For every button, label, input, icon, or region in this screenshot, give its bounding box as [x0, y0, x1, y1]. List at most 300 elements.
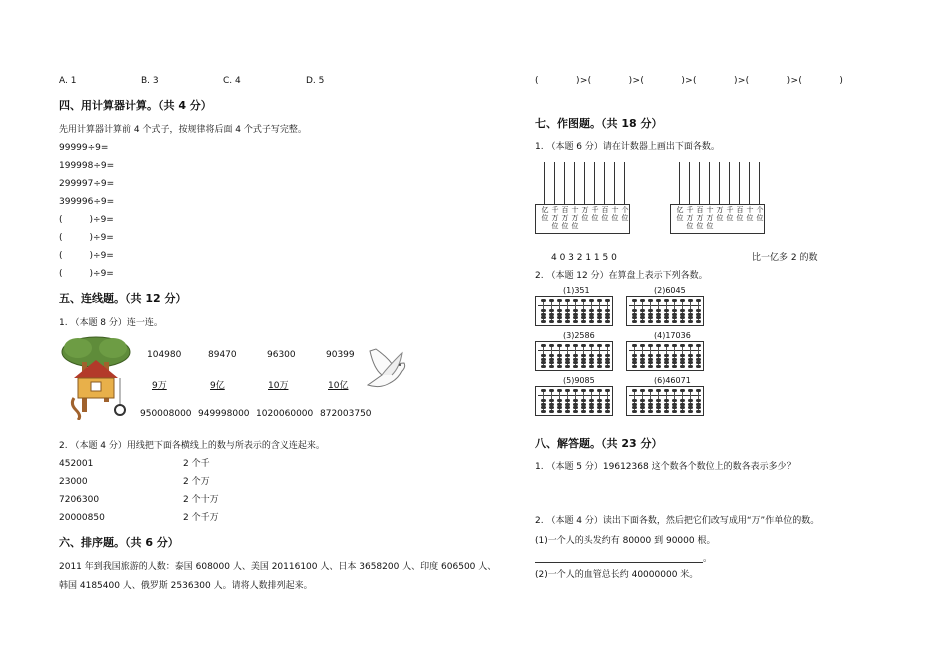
abacus-bead[interactable]	[565, 403, 570, 406]
abacus-bead[interactable]	[589, 309, 594, 312]
abacus-bead[interactable]	[549, 365, 554, 368]
abacus-bead[interactable]	[597, 309, 602, 312]
abacus-bead[interactable]	[672, 299, 677, 302]
abacus-bead[interactable]	[672, 320, 677, 323]
abacus-bead[interactable]	[672, 354, 677, 357]
abacus-bead[interactable]	[648, 365, 653, 368]
abacus-bead[interactable]	[632, 313, 637, 316]
abacus-bead[interactable]	[549, 399, 554, 402]
abacus-bead[interactable]	[632, 358, 637, 361]
abacus-bead[interactable]	[597, 389, 602, 392]
abacus-bead[interactable]	[696, 399, 701, 402]
abacus-bead[interactable]	[557, 354, 562, 357]
abacus-bead[interactable]	[565, 320, 570, 323]
abacus-bead[interactable]	[541, 354, 546, 357]
abacus-bead[interactable]	[664, 354, 669, 357]
abacus-bead[interactable]	[549, 344, 554, 347]
abacus-bead[interactable]	[573, 358, 578, 361]
abacus-bead[interactable]	[656, 389, 661, 392]
abacus-bead[interactable]	[605, 354, 610, 357]
abacus-bead[interactable]	[589, 316, 594, 319]
abacus-bead[interactable]	[597, 354, 602, 357]
abacus-bead[interactable]	[640, 403, 645, 406]
counter-rod[interactable]	[699, 162, 700, 205]
abacus-bead[interactable]	[656, 316, 661, 319]
abacus-bead[interactable]	[581, 354, 586, 357]
abacus[interactable]	[626, 296, 704, 326]
abacus-bead[interactable]	[549, 309, 554, 312]
abacus-bead[interactable]	[664, 361, 669, 364]
abacus-bead[interactable]	[672, 403, 677, 406]
abacus-bead[interactable]	[632, 365, 637, 368]
abacus-bead[interactable]	[605, 344, 610, 347]
abacus-bead[interactable]	[557, 361, 562, 364]
abacus-bead[interactable]	[581, 309, 586, 312]
abacus-bead[interactable]	[656, 344, 661, 347]
abacus[interactable]	[626, 341, 704, 371]
abacus-bead[interactable]	[696, 320, 701, 323]
abacus-bead[interactable]	[549, 354, 554, 357]
abacus[interactable]	[535, 296, 613, 326]
abacus-bead[interactable]	[573, 316, 578, 319]
abacus-bead[interactable]	[557, 320, 562, 323]
abacus-bead[interactable]	[688, 361, 693, 364]
abacus-bead[interactable]	[672, 309, 677, 312]
counter-rod[interactable]	[604, 162, 605, 205]
abacus-bead[interactable]	[688, 320, 693, 323]
abacus-bead[interactable]	[648, 344, 653, 347]
abacus-bead[interactable]	[557, 358, 562, 361]
abacus-bead[interactable]	[573, 299, 578, 302]
counter-rod[interactable]	[709, 162, 710, 205]
abacus-bead[interactable]	[597, 403, 602, 406]
abacus-bead[interactable]	[605, 399, 610, 402]
abacus-bead[interactable]	[648, 299, 653, 302]
abacus-bead[interactable]	[672, 399, 677, 402]
abacus-bead[interactable]	[541, 309, 546, 312]
abacus-bead[interactable]	[656, 406, 661, 409]
abacus-bead[interactable]	[680, 406, 685, 409]
abacus-bead[interactable]	[672, 365, 677, 368]
abacus-bead[interactable]	[589, 406, 594, 409]
abacus-bead[interactable]	[589, 365, 594, 368]
abacus-bead[interactable]	[632, 309, 637, 312]
abacus-bead[interactable]	[565, 299, 570, 302]
abacus-bead[interactable]	[656, 410, 661, 413]
abacus-bead[interactable]	[549, 361, 554, 364]
abacus-bead[interactable]	[696, 313, 701, 316]
counter-rod[interactable]	[679, 162, 680, 205]
abacus-bead[interactable]	[589, 354, 594, 357]
abacus-bead[interactable]	[597, 358, 602, 361]
abacus-bead[interactable]	[648, 403, 653, 406]
abacus-bead[interactable]	[549, 410, 554, 413]
abacus-bead[interactable]	[688, 316, 693, 319]
abacus-bead[interactable]	[664, 313, 669, 316]
abacus-bead[interactable]	[656, 358, 661, 361]
abacus-bead[interactable]	[696, 403, 701, 406]
abacus-bead[interactable]	[581, 365, 586, 368]
counter-rod[interactable]	[759, 162, 760, 205]
counter-rod[interactable]	[574, 162, 575, 205]
abacus-bead[interactable]	[680, 399, 685, 402]
abacus-bead[interactable]	[672, 361, 677, 364]
abacus-bead[interactable]	[680, 365, 685, 368]
abacus-bead[interactable]	[541, 389, 546, 392]
abacus-bead[interactable]	[549, 406, 554, 409]
abacus-bead[interactable]	[581, 320, 586, 323]
abacus-bead[interactable]	[640, 406, 645, 409]
abacus-bead[interactable]	[688, 389, 693, 392]
counter-rod[interactable]	[594, 162, 595, 205]
abacus-bead[interactable]	[640, 316, 645, 319]
abacus-bead[interactable]	[680, 320, 685, 323]
abacus-bead[interactable]	[605, 358, 610, 361]
abacus-bead[interactable]	[589, 389, 594, 392]
abacus-bead[interactable]	[632, 410, 637, 413]
abacus-bead[interactable]	[597, 313, 602, 316]
abacus-bead[interactable]	[557, 299, 562, 302]
abacus-bead[interactable]	[605, 313, 610, 316]
abacus-bead[interactable]	[640, 399, 645, 402]
abacus-bead[interactable]	[680, 389, 685, 392]
abacus-bead[interactable]	[541, 361, 546, 364]
abacus-bead[interactable]	[648, 410, 653, 413]
abacus-bead[interactable]	[581, 316, 586, 319]
abacus-bead[interactable]	[696, 316, 701, 319]
abacus-bead[interactable]	[589, 399, 594, 402]
abacus-bead[interactable]	[632, 361, 637, 364]
abacus-bead[interactable]	[672, 410, 677, 413]
abacus-bead[interactable]	[672, 344, 677, 347]
abacus-bead[interactable]	[589, 358, 594, 361]
abacus-bead[interactable]	[589, 410, 594, 413]
abacus-bead[interactable]	[557, 403, 562, 406]
abacus-bead[interactable]	[688, 309, 693, 312]
abacus-bead[interactable]	[648, 406, 653, 409]
abacus-bead[interactable]	[557, 389, 562, 392]
abacus-bead[interactable]	[557, 316, 562, 319]
abacus-bead[interactable]	[640, 361, 645, 364]
abacus-bead[interactable]	[549, 313, 554, 316]
abacus-bead[interactable]	[680, 354, 685, 357]
abacus-bead[interactable]	[573, 399, 578, 402]
abacus-bead[interactable]	[640, 320, 645, 323]
abacus-bead[interactable]	[581, 403, 586, 406]
abacus-bead[interactable]	[549, 316, 554, 319]
abacus-bead[interactable]	[605, 389, 610, 392]
abacus-bead[interactable]	[696, 361, 701, 364]
abacus-bead[interactable]	[672, 316, 677, 319]
counter-rod[interactable]	[689, 162, 690, 205]
abacus-bead[interactable]	[680, 344, 685, 347]
abacus-bead[interactable]	[648, 320, 653, 323]
abacus-bead[interactable]	[581, 389, 586, 392]
blank-line-2[interactable]: ( )÷9=	[59, 233, 114, 243]
abacus-bead[interactable]	[664, 358, 669, 361]
abacus-bead[interactable]	[573, 410, 578, 413]
counter-rod[interactable]	[584, 162, 585, 205]
abacus-bead[interactable]	[664, 406, 669, 409]
abacus-bead[interactable]	[664, 309, 669, 312]
abacus-bead[interactable]	[565, 309, 570, 312]
abacus-bead[interactable]	[640, 299, 645, 302]
abacus-bead[interactable]	[605, 299, 610, 302]
abacus-bead[interactable]	[632, 344, 637, 347]
abacus-bead[interactable]	[648, 309, 653, 312]
abacus-bead[interactable]	[597, 344, 602, 347]
counter-rod[interactable]	[624, 162, 625, 205]
abacus-bead[interactable]	[541, 403, 546, 406]
counter-rod[interactable]	[749, 162, 750, 205]
abacus-bead[interactable]	[688, 399, 693, 402]
abacus-bead[interactable]	[557, 344, 562, 347]
abacus-bead[interactable]	[632, 403, 637, 406]
abacus-bead[interactable]	[541, 365, 546, 368]
abacus-bead[interactable]	[648, 361, 653, 364]
abacus-bead[interactable]	[589, 403, 594, 406]
abacus-bead[interactable]	[549, 389, 554, 392]
abacus-bead[interactable]	[648, 313, 653, 316]
abacus-bead[interactable]	[565, 389, 570, 392]
abacus-bead[interactable]	[565, 316, 570, 319]
abacus-bead[interactable]	[605, 316, 610, 319]
abacus-bead[interactable]	[589, 313, 594, 316]
abacus-bead[interactable]	[565, 410, 570, 413]
abacus-bead[interactable]	[557, 399, 562, 402]
abacus-bead[interactable]	[557, 406, 562, 409]
abacus-bead[interactable]	[605, 365, 610, 368]
order-row[interactable]: ( )>( )>( )>( )>( )>( )	[535, 76, 844, 86]
abacus-bead[interactable]	[688, 403, 693, 406]
abacus-bead[interactable]	[632, 399, 637, 402]
abacus-bead[interactable]	[656, 299, 661, 302]
abacus-bead[interactable]	[565, 313, 570, 316]
abacus-bead[interactable]	[672, 358, 677, 361]
abacus-bead[interactable]	[573, 389, 578, 392]
blank-line-4[interactable]: ( )÷9=	[59, 269, 114, 279]
abacus-bead[interactable]	[573, 344, 578, 347]
abacus-bead[interactable]	[680, 410, 685, 413]
abacus-bead[interactable]	[640, 344, 645, 347]
abacus-bead[interactable]	[557, 313, 562, 316]
abacus-bead[interactable]	[573, 309, 578, 312]
abacus-bead[interactable]	[581, 399, 586, 402]
abacus-bead[interactable]	[549, 320, 554, 323]
abacus-bead[interactable]	[581, 299, 586, 302]
abacus-bead[interactable]	[557, 309, 562, 312]
abacus-bead[interactable]	[632, 316, 637, 319]
abacus-bead[interactable]	[664, 410, 669, 413]
abacus-bead[interactable]	[656, 399, 661, 402]
abacus-bead[interactable]	[680, 316, 685, 319]
abacus-bead[interactable]	[589, 344, 594, 347]
abacus-bead[interactable]	[688, 354, 693, 357]
abacus-bead[interactable]	[664, 365, 669, 368]
abacus-bead[interactable]	[688, 299, 693, 302]
abacus-bead[interactable]	[696, 354, 701, 357]
abacus-bead[interactable]	[541, 410, 546, 413]
abacus-bead[interactable]	[573, 354, 578, 357]
abacus-bead[interactable]	[680, 309, 685, 312]
counter-b[interactable]	[670, 162, 765, 234]
abacus-bead[interactable]	[581, 361, 586, 364]
counter-rod[interactable]	[739, 162, 740, 205]
abacus-bead[interactable]	[597, 399, 602, 402]
abacus[interactable]	[535, 386, 613, 416]
abacus-bead[interactable]	[648, 389, 653, 392]
abacus-bead[interactable]	[605, 320, 610, 323]
abacus-bead[interactable]	[541, 299, 546, 302]
abacus-bead[interactable]	[565, 354, 570, 357]
abacus-bead[interactable]	[597, 316, 602, 319]
abacus-bead[interactable]	[688, 406, 693, 409]
abacus-bead[interactable]	[664, 344, 669, 347]
abacus-bead[interactable]	[656, 313, 661, 316]
counter-rod[interactable]	[554, 162, 555, 205]
abacus-bead[interactable]	[648, 399, 653, 402]
abacus-bead[interactable]	[696, 299, 701, 302]
abacus-bead[interactable]	[648, 354, 653, 357]
abacus-bead[interactable]	[632, 389, 637, 392]
abacus-bead[interactable]	[640, 354, 645, 357]
abacus-bead[interactable]	[696, 365, 701, 368]
abacus-bead[interactable]	[632, 406, 637, 409]
counter-rod[interactable]	[544, 162, 545, 205]
abacus-bead[interactable]	[549, 299, 554, 302]
abacus-bead[interactable]	[541, 344, 546, 347]
abacus-bead[interactable]	[565, 406, 570, 409]
abacus-bead[interactable]	[640, 309, 645, 312]
abacus-bead[interactable]	[632, 299, 637, 302]
counter-rod[interactable]	[729, 162, 730, 205]
abacus-bead[interactable]	[605, 309, 610, 312]
abacus-bead[interactable]	[680, 358, 685, 361]
abacus-bead[interactable]	[549, 358, 554, 361]
abacus-bead[interactable]	[597, 410, 602, 413]
abacus-bead[interactable]	[573, 406, 578, 409]
abacus-bead[interactable]	[688, 358, 693, 361]
abacus-bead[interactable]	[640, 313, 645, 316]
abacus-bead[interactable]	[688, 344, 693, 347]
abacus-bead[interactable]	[696, 309, 701, 312]
abacus-bead[interactable]	[573, 313, 578, 316]
abacus-bead[interactable]	[589, 299, 594, 302]
abacus-bead[interactable]	[696, 410, 701, 413]
counter-rod[interactable]	[564, 162, 565, 205]
abacus-bead[interactable]	[656, 365, 661, 368]
abacus-bead[interactable]	[640, 365, 645, 368]
abacus-bead[interactable]	[680, 313, 685, 316]
abacus-bead[interactable]	[541, 406, 546, 409]
abacus-bead[interactable]	[565, 358, 570, 361]
abacus-bead[interactable]	[605, 403, 610, 406]
abacus-bead[interactable]	[632, 354, 637, 357]
abacus-bead[interactable]	[656, 361, 661, 364]
abacus-bead[interactable]	[565, 399, 570, 402]
abacus-bead[interactable]	[597, 361, 602, 364]
abacus-bead[interactable]	[696, 406, 701, 409]
abacus-bead[interactable]	[597, 365, 602, 368]
abacus-bead[interactable]	[541, 313, 546, 316]
abacus-bead[interactable]	[541, 316, 546, 319]
abacus-bead[interactable]	[680, 299, 685, 302]
abacus-bead[interactable]	[541, 399, 546, 402]
abacus-bead[interactable]	[565, 344, 570, 347]
abacus-bead[interactable]	[656, 309, 661, 312]
abacus-bead[interactable]	[573, 320, 578, 323]
abacus-bead[interactable]	[680, 403, 685, 406]
abacus-bead[interactable]	[581, 358, 586, 361]
blank-line-1[interactable]: ( )÷9=	[59, 215, 114, 225]
abacus-bead[interactable]	[656, 403, 661, 406]
abacus-bead[interactable]	[664, 399, 669, 402]
abacus-bead[interactable]	[696, 358, 701, 361]
counter-a[interactable]	[535, 162, 630, 234]
abacus-bead[interactable]	[656, 320, 661, 323]
abacus-bead[interactable]	[640, 410, 645, 413]
abacus-bead[interactable]	[565, 365, 570, 368]
abacus-bead[interactable]	[696, 389, 701, 392]
counter-rod[interactable]	[719, 162, 720, 205]
abacus-bead[interactable]	[581, 406, 586, 409]
abacus-bead[interactable]	[573, 361, 578, 364]
abacus-bead[interactable]	[573, 365, 578, 368]
abacus-bead[interactable]	[664, 403, 669, 406]
abacus-bead[interactable]	[664, 299, 669, 302]
abacus-bead[interactable]	[597, 299, 602, 302]
abacus-bead[interactable]	[581, 344, 586, 347]
abacus-bead[interactable]	[597, 406, 602, 409]
abacus-bead[interactable]	[672, 406, 677, 409]
abacus-bead[interactable]	[688, 410, 693, 413]
abacus-bead[interactable]	[664, 389, 669, 392]
abacus-bead[interactable]	[648, 316, 653, 319]
abacus-bead[interactable]	[656, 354, 661, 357]
abacus-bead[interactable]	[581, 313, 586, 316]
abacus-bead[interactable]	[605, 406, 610, 409]
abacus[interactable]	[535, 341, 613, 371]
abacus-bead[interactable]	[589, 361, 594, 364]
abacus-bead[interactable]	[605, 410, 610, 413]
abacus-bead[interactable]	[565, 361, 570, 364]
abacus-bead[interactable]	[605, 361, 610, 364]
abacus[interactable]	[626, 386, 704, 416]
abacus-bead[interactable]	[589, 320, 594, 323]
abacus-bead[interactable]	[541, 358, 546, 361]
abacus-bead[interactable]	[632, 320, 637, 323]
abacus-bead[interactable]	[557, 410, 562, 413]
abacus-bead[interactable]	[688, 313, 693, 316]
abacus-bead[interactable]	[672, 389, 677, 392]
abacus-bead[interactable]	[549, 403, 554, 406]
abacus-bead[interactable]	[680, 361, 685, 364]
abacus-bead[interactable]	[664, 320, 669, 323]
abacus-bead[interactable]	[597, 320, 602, 323]
abacus-bead[interactable]	[573, 403, 578, 406]
abacus-bead[interactable]	[640, 358, 645, 361]
abacus-bead[interactable]	[648, 358, 653, 361]
abacus-bead[interactable]	[664, 316, 669, 319]
abacus-bead[interactable]	[557, 365, 562, 368]
counter-rod[interactable]	[614, 162, 615, 205]
abacus-bead[interactable]	[640, 389, 645, 392]
abacus-bead[interactable]	[541, 320, 546, 323]
abacus-bead[interactable]	[696, 344, 701, 347]
abacus-bead[interactable]	[688, 365, 693, 368]
blank-line-3[interactable]: ( )÷9=	[59, 251, 114, 261]
abacus-bead[interactable]	[581, 410, 586, 413]
